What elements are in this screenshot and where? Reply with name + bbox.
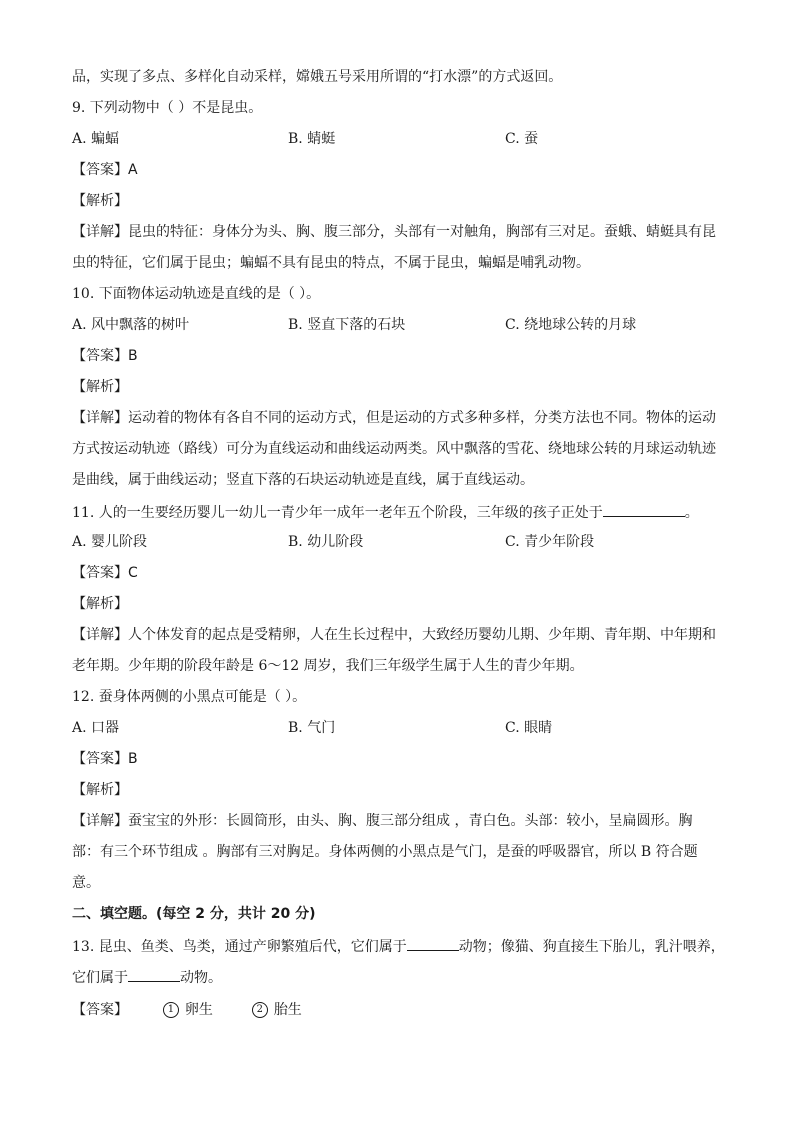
option-a: A. 婴儿阶段: [72, 534, 148, 550]
explanation-line: 【详解】人个体发育的起点是受精卵，人在生长过程中，大致经历婴幼儿期、少年期、青年期、中年期和: [72, 627, 716, 643]
question-13-text: 动物；像猫、狗直接生下胎儿，乳汁喂养，: [458, 939, 725, 955]
fill-blank: [603, 502, 685, 517]
option-b: B. 气门: [288, 720, 336, 736]
option-a: A. 风中飘落的树叶: [72, 317, 190, 333]
answer-value: 胎生: [273, 1002, 302, 1018]
question-13-text: 动物。: [180, 970, 222, 986]
number-1-icon: 1: [163, 1002, 179, 1018]
answer-row: [72, 1001, 302, 1019]
question-12: 12. 蚕身体两侧的小黑点可能是（ ）。: [72, 689, 307, 705]
question-11-text: 11. 人的一生要经历婴儿一幼儿一青少年一成年一老年五个阶段，三年级的孩子正处于: [72, 505, 603, 521]
analysis-label: 【解析】: [72, 379, 128, 395]
analysis-label: 【解析】: [72, 193, 128, 209]
number-2-icon: 2: [252, 1002, 268, 1018]
option-a: A. 蝙蝠: [72, 131, 120, 147]
explanation-line: 意。: [72, 875, 100, 891]
answer-label: 【答案】: [72, 1002, 128, 1018]
explanation-line: 【详解】昆虫的特征：身体分为头、胸、腹三部分，头部有一对触角，胸部有三对足。蚕蛾、蜻蜓具有昆: [72, 224, 716, 240]
option-b: B. 蜻蜓: [288, 131, 336, 147]
text-line: 品，实现了多点、多样化自动采样，嫦娥五号采用所谓的“打水漂”的方式返回。: [72, 69, 563, 85]
explanation-line: 【详解】蚕宝宝的外形：长圆筒形，由头、胸、腹三部分组成 ，青白色。头部：较小，呈扁圆形。胸: [72, 813, 693, 829]
explanation-line: 老年期。少年期的阶段年龄是 6～12 周岁，我们三年级学生属于人生的青少年期。: [72, 658, 584, 674]
question-10: 10. 下面物体运动轨迹是直线的是（ ）。: [72, 286, 321, 302]
question-11-end: 。: [684, 505, 699, 521]
option-c: C. 绕地球公转的月球: [505, 317, 637, 333]
explanation-line: 虫的特征，它们属于昆虫；蝙蝠不具有昆虫的特点，不属于昆虫，蝙蝠是哺乳动物。: [72, 255, 590, 271]
question-13-cont: [72, 967, 222, 987]
option-b: B. 幼儿阶段: [288, 534, 364, 550]
option-c: C. 青少年阶段: [505, 534, 595, 550]
option-b: B. 竖直下落的石块: [288, 317, 406, 333]
question-13-text: 13. 昆虫、鱼类、鸟类，通过产卵繁殖后代，它们属于: [72, 939, 407, 955]
explanation-line: 【详解】运动着的物体有各自不同的运动方式，但是运动的方式多种多样，分类方法也不同。物体的运动: [72, 410, 716, 426]
question-11: [72, 502, 699, 522]
option-c: C. 眼睛: [505, 720, 553, 736]
option-a: A. 口器: [72, 720, 120, 736]
answer-label: 【答案】A: [72, 162, 138, 178]
explanation-line: 部：有三个环节组成 。胸部有三对胸足。身体两侧的小黑点是气门，是蚕的呼吸器官，所以 B 符合题: [72, 844, 698, 860]
answer-label: 【答案】B: [72, 348, 138, 364]
answer-label: 【答案】C: [72, 565, 138, 581]
question-9: 9. 下列动物中（ ）不是昆虫。: [72, 100, 263, 116]
analysis-label: 【解析】: [72, 782, 128, 798]
question-13-text: 它们属于: [72, 970, 128, 986]
explanation-line: 是曲线，属于曲线运动；竖直下落的石块运动轨迹是直线，属于直线运动。: [72, 472, 534, 488]
answer-label: 【答案】B: [72, 751, 138, 767]
fill-blank: [407, 936, 459, 951]
explanation-line: 方式按运动轨迹（路线）可分为直线运动和曲线运动两类。风中飘落的雪花、绕地球公转的月球运动轨迹: [72, 441, 716, 457]
analysis-label: 【解析】: [72, 596, 128, 612]
fill-blank: [128, 967, 180, 982]
section-heading: 二、填空题。(每空 2 分，共计 20 分): [72, 906, 316, 922]
option-c: C. 蚕: [505, 131, 539, 147]
answer-value: 卵生: [184, 1002, 213, 1018]
question-13: [72, 936, 725, 956]
